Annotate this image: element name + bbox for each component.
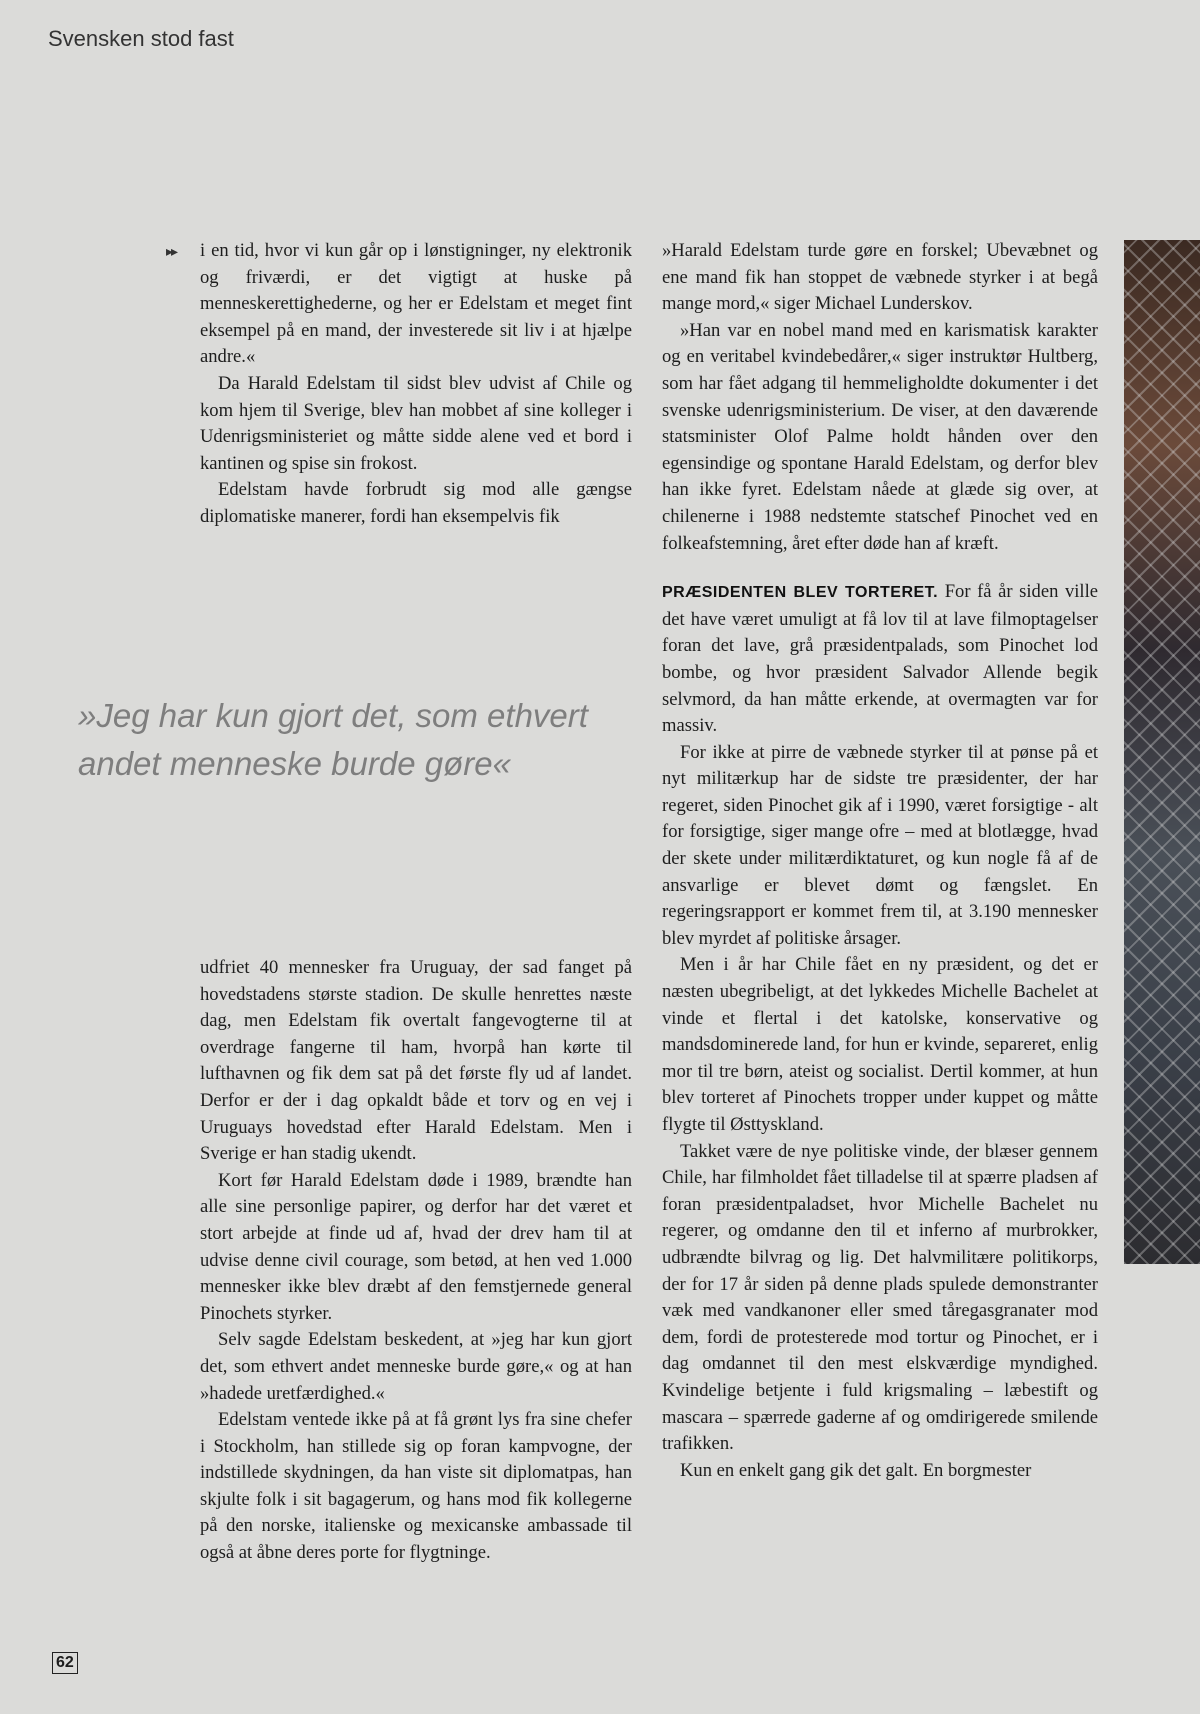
paragraph: Kun en enkelt gang gik det galt. En borgmester: [680, 1459, 1032, 1481]
column-2: [662, 238, 1098, 1484]
continuation-arrow-icon: ▸▸: [166, 244, 177, 260]
paragraph: For ikke at pirre de væbnede styrker til at pønse på et nyt militærkup har de sidste tre præsidenter, der har regeret, siden Pinochet gik af i 1990, været forsigtige - alt for forsigtige, siger mange ofre – med at blotlægge, hvad der skete under militærdiktaturet, og kun nogle få af de ansvarlige er blevet dømt og fængslet. En regeringsrapport er kommet frem til, at 3.190 mennesker blev myrdet af politiske årsager.: [662, 741, 1098, 949]
paragraph: Kort før Harald Edelstam døde i 1989, brændte han alle sine personlige papirer, og derfor har det været et stort arbejde at finde ud af, hvad der drev ham til at udvise denne civil courage, som betød, at hen ved 1.000 mennesker ikke blev dræbt af den femstjernede general Pinochets styrker.: [200, 1169, 632, 1324]
paragraph: Men i år har Chile fået en ny præsident, og det er næsten ubegribeligt, at det lykkedes Michelle Bachelet at vinde et flertal i det katolske, konservative og mandsdominerede land, for hun er kvinde, separeret, enlig mor til tre børn, ateist og socialist. Dertil kommer, at hun blev torteret af Pinochets tropper under kuppet og måtte flygte til Østtyskland.: [662, 954, 1098, 1135]
paragraph: »Han var en nobel mand med en karismatisk karakter og en veritabel kvindebedårer,« siger instruktør Hultberg, som har fået adgang til hemmeligholdte dokumenter i det svenske udenrigsministerium. De viser, at den daværende statsminister Olof Palme holdt hånden over den egensindige og spontane Harald Edelstam, og derfor blev han ikke fyret. Edelstam nåede at glæde sig over, at chilenerne i 1988 nedstemte statschef Pinochet ved en folkeafstemning, året efter døde han af kræft.: [662, 319, 1098, 554]
paragraph: »Harald Edelstam turde gøre en forskel; Ubevæbnet og ene mand fik han stoppet de væbnede styrker i at begå mange mord,« siger Michael Lunderskov.: [662, 240, 1098, 315]
paragraph: Da Harald Edelstam til sidst blev udvist af Chile og kom hjem til Sverige, blev han mobbet af sine kolleger i Udenrigsministeriet og måtte sidde alene ved et bord i kantinen og spise sin frokost.: [200, 372, 632, 474]
paragraph: Edelstam ventede ikke på at få grønt lys fra sine chefer i Stockholm, han stillede sig op foran kampvogne, der indstillede skydningen, da han viste sit diplomatpas, han skjulte folk i sit bagagerum, og hans mod fik kollegerne på den norske, italienske og mexicanske ambassade til også at åbne deres porte for flygtninge.: [200, 1409, 632, 1564]
section-subhead: PRÆSIDENTEN BLEV TORTERET.: [662, 584, 939, 602]
paragraph: i en tid, hvor vi kun går op i lønstigninger, ny elektronik og friværdi, er det vigtigt at huske på menneskerettighederne, og her er Edelstam et meget fint eksempel på en mand, der investerede sit liv i at hjælpe andre.«: [200, 240, 632, 368]
column-1-bottom: [200, 955, 632, 1567]
column-1-top: [200, 238, 632, 531]
paragraph: Selv sagde Edelstam beskedent, at »jeg har kun gjort det, som ethvert andet menneske burde gøre,« og at han »hadede uretfærdighed.«: [200, 1329, 632, 1404]
pull-quote: »Jeg har kun gjort det, som ethvert andet menneske burde gøre«: [78, 697, 588, 782]
running-header: Svensken stod fast: [48, 26, 234, 51]
subhead-text: For få år siden ville det have været umuligt at få lov til at lave filmoptagelser foran det lave, grå præsidentpalads, som Pinochet lod bombe, og hvor præsident Salvador Allende begik selvmord, da han måtte erkende, at overmagten var for massiv.: [662, 581, 1099, 737]
paragraph: Edelstam havde forbrudt sig mod alle gængse diplomatiske manerer, fordi han eksempelvis fik: [200, 479, 632, 527]
chain-link-fence-photo: [1124, 240, 1200, 1264]
paragraph: Takket være de nye politiske vinde, der blæser gennem Chile, har filmholdet fået tilladelse til at spærre pladsen af foran præsidentpaladset, hvor Michelle Bachelet nu regerer, og omdanne den til et inferno af murbrokker, udbrændte bilvrag og lig. Det halvmilitære politikorps, der for 17 år siden på denne plads spulede demonstranter væk med vandkanoner eller smed tåregasgranater mod dem, fordi de protesterede mod tortur og Pinochet, er i dag omdannet til den mest elskværdige myndighed. Kvindelige betjente i fuld krigsmaling – læbestift og mascara – spærrede gaderne af og omdirigerede smilende trafikken.: [662, 1140, 1098, 1455]
page-number: 62: [52, 1652, 78, 1674]
subhead-paragraph: [662, 579, 1098, 740]
paragraph: udfriet 40 mennesker fra Uruguay, der sad fanget på hovedstadens største stadion. De skulle henrettes næste dag, men Edelstam fik overtalt fangevogterne til at overdrage fangerne til ham, hvorpå han kørte til lufthavnen og fik dem sat på det første fly ud af landet. Derfor er der i dag opkaldt både et torv og en vej i Uruguays hovedstad efter Harald Edelstam. Men i Sverige er han stadig ukendt.: [200, 957, 632, 1165]
